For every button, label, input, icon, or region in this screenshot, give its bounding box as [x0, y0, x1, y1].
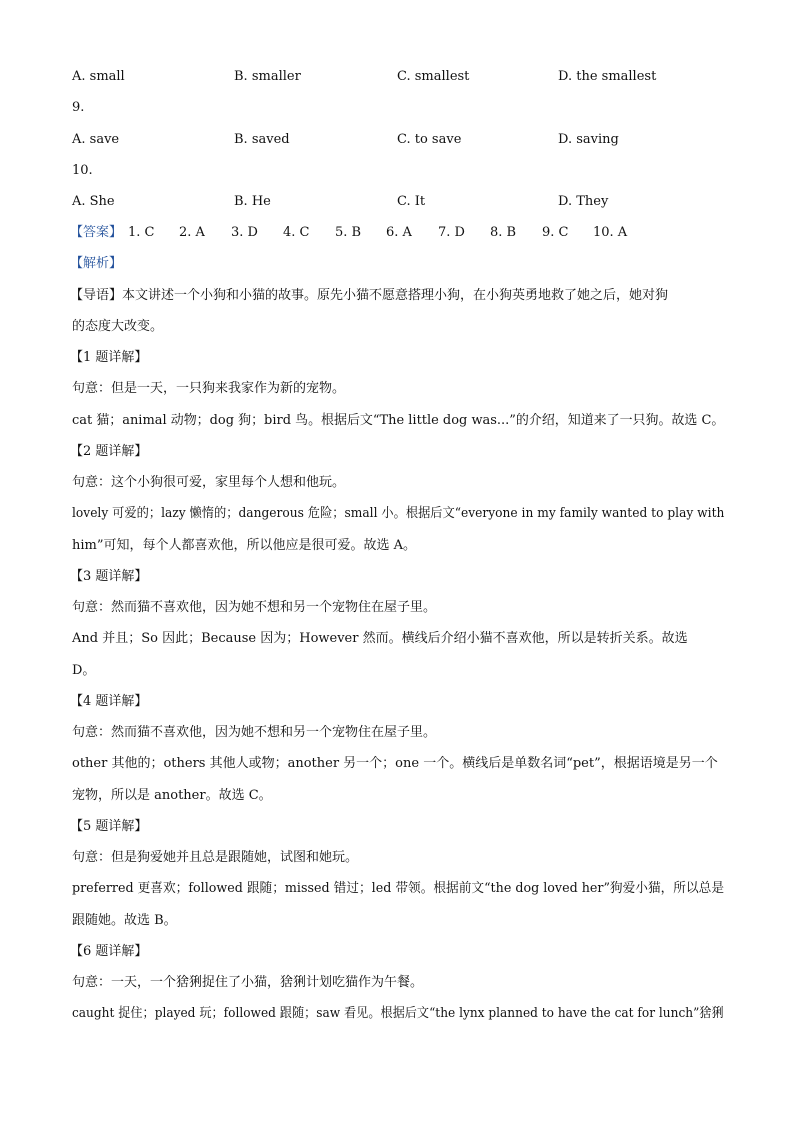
option-c: C. to save — [397, 132, 462, 147]
option-d: D. saving — [558, 132, 619, 147]
question-number: 10. — [72, 163, 93, 178]
answer-item: 4. C — [283, 225, 310, 240]
detail-meaning: 句意：一天，一个猞猁捉住了小猫，猞猁计划吃猫作为午餐。 — [72, 975, 424, 990]
option-d: D. They — [558, 194, 609, 209]
answer-item: 9. C — [542, 225, 569, 240]
option-b: B. He — [234, 194, 271, 209]
detail-meaning: 句意：但是狗爱她并且总是跟随她，试图和她玩。 — [72, 850, 359, 865]
detail-explanation: cat 猫；animal 动物；dog 狗；bird 鸟。根据后文“The little dog was...”的介绍，知道来了一只狗。故选 C。 — [72, 413, 725, 428]
detail-title: 【3 题详解】 — [70, 569, 148, 584]
detail-title: 【6 题详解】 — [70, 944, 148, 959]
intro-line: 的态度大改变。 — [72, 319, 164, 334]
intro-line: 【导语】本文讲述一个小狗和小猫的故事。原先小猫不愿意搭理小狗，在小狗英勇地救了她之后，她对狗 — [70, 288, 669, 303]
answer-label: 【答案】 — [70, 225, 123, 240]
detail-title: 【2 题详解】 — [70, 444, 148, 459]
answer-item: 1. C — [128, 225, 155, 240]
detail-explanation: D。 — [72, 663, 96, 678]
answer-item: 3. D — [231, 225, 258, 240]
option-a: A. save — [72, 132, 120, 147]
detail-meaning: 句意：这个小狗很可爱，家里每个人想和他玩。 — [72, 475, 346, 490]
detail-explanation: 跟随她。故选 B。 — [72, 913, 177, 928]
option-c: C. It — [397, 194, 426, 209]
answer-item: 10. A — [593, 225, 628, 240]
detail-explanation: him”可知，每个人都喜欢他，所以他应是很可爱。故选 A。 — [72, 538, 417, 553]
option-a: A. small — [72, 69, 125, 84]
detail-title: 【4 题详解】 — [70, 694, 148, 709]
detail-explanation: caught 捉住；played 玩；followed 跟随；saw 看见。根据后文“the lynx planned to have the cat for lunch”猞猁 — [72, 1006, 724, 1021]
answer-item: 5. B — [335, 225, 362, 240]
detail-title: 【1 题详解】 — [70, 350, 148, 365]
detail-explanation: lovely 可爱的；lazy 懒惰的；dangerous 危险；small 小。根据后文“everyone in my family wanted to play with — [72, 506, 725, 521]
detail-explanation: preferred 更喜欢；followed 跟随；missed 错过；led 带领。根据前文“the dog loved her”狗爱小猫，所以总是 — [72, 881, 725, 896]
option-b: B. smaller — [234, 69, 301, 84]
detail-meaning: 句意：然而猫不喜欢他，因为她不想和另一个宠物住在屋子里。 — [72, 725, 437, 740]
answer-item: 6. A — [386, 225, 412, 240]
detail-explanation: And 并且；So 因此；Because 因为；However 然而。横线后介绍小猫不喜欢他，所以是转折关系。故选 — [72, 631, 688, 646]
option-c: C. smallest — [397, 69, 470, 84]
option-b: B. saved — [234, 132, 290, 147]
option-d: D. the smallest — [558, 69, 657, 84]
answer-item: 7. D — [438, 225, 465, 240]
detail-meaning: 句意：但是一天，一只狗来我家作为新的宠物。 — [72, 381, 346, 396]
detail-explanation: 宠物，所以是 another。故选 C。 — [72, 788, 272, 803]
option-a: A. She — [72, 194, 115, 209]
detail-explanation: other 其他的；others 其他人或物；another 另一个；one 一个。横线后是单数名词“pet”，根据语境是另一个 — [72, 756, 718, 771]
detail-title: 【5 题详解】 — [70, 819, 148, 834]
answer-row — [72, 224, 122, 242]
answer-item: 8. B — [490, 225, 517, 240]
question-number: 9. — [72, 100, 85, 115]
detail-meaning: 句意：然而猫不喜欢他，因为她不想和另一个宠物住在屋子里。 — [72, 600, 437, 615]
answer-item: 2. A — [179, 225, 205, 240]
analysis-label: 【解析】 — [70, 256, 123, 271]
